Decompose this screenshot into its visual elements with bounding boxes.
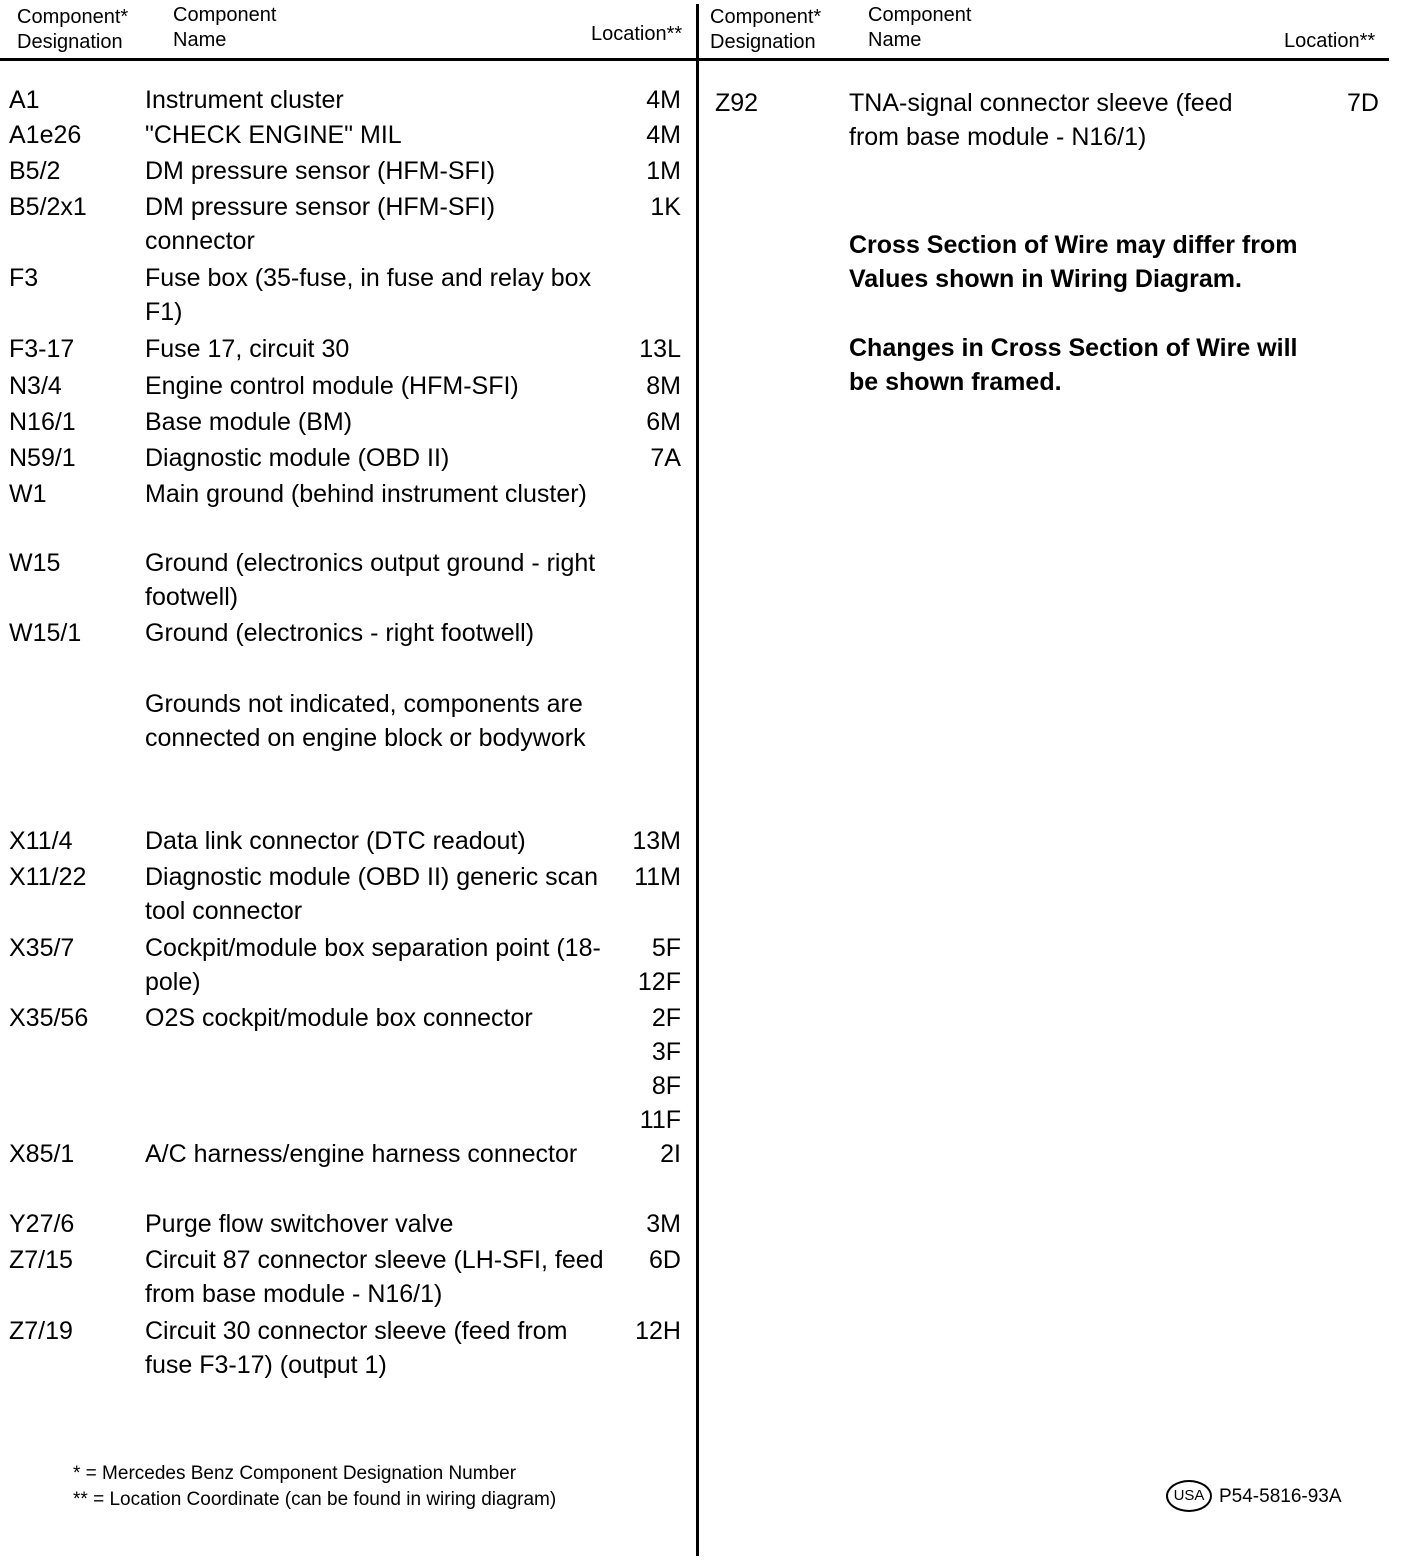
component-name: Fuse box (35-fuse, in fuse and relay box F1): [145, 264, 592, 326]
designation: X11/4: [9, 827, 73, 855]
document-code: P54-5816-93A: [1219, 1486, 1342, 1507]
location: 4M: [646, 121, 681, 149]
component-name: Fuse 17, circuit 30: [145, 335, 350, 363]
left-header-location: Location**: [591, 23, 683, 45]
location: 5F 12F: [637, 934, 681, 996]
designation: X85/1: [9, 1140, 75, 1168]
right-header-designation: Component* Designation: [710, 6, 822, 53]
component-name: "CHECK ENGINE" MIL: [145, 121, 402, 149]
component-name: Grounds not indicated, components are connected on engine block or bodywork: [145, 690, 586, 752]
designation: B5/2x1: [9, 193, 87, 221]
location: 2I: [660, 1140, 681, 1168]
location: 4M: [646, 86, 681, 114]
left-header-rule: [0, 58, 697, 61]
column-divider: [696, 4, 699, 1556]
component-name: Diagnostic module (OBD II) generic scan tool connector: [145, 863, 598, 925]
designation: A1: [9, 86, 40, 114]
designation: B5/2: [9, 157, 61, 185]
location: 12H: [635, 1317, 681, 1345]
left-header-designation: Component* Designation: [17, 6, 129, 53]
component-name: Circuit 30 connector sleeve (feed from fuse F3-17) (output 1): [145, 1317, 568, 1379]
location: 8M: [646, 372, 681, 400]
component-name: Ground (electronics - right footwell): [145, 619, 535, 647]
designation: N16/1: [9, 408, 76, 436]
location: 13M: [632, 827, 681, 855]
designation: X11/22: [9, 863, 87, 891]
designation: F3-17: [9, 335, 75, 363]
component-name: Data link connector (DTC readout): [145, 827, 526, 855]
right-header-location: Location**: [1284, 30, 1376, 52]
designation: X35/7: [9, 934, 75, 962]
component-name: Base module (BM): [145, 408, 353, 436]
designation: W15: [9, 549, 61, 577]
usa-badge: USA: [1166, 1480, 1212, 1512]
wire-cross-section-note: Cross Section of Wire may differ from Values shown in Wiring Diagram.: [849, 231, 1298, 293]
designation: Z7/19: [9, 1317, 73, 1345]
designation: Y27/6: [9, 1210, 75, 1238]
component-name: DM pressure sensor (HFM-SFI): [145, 157, 496, 185]
location: 1K: [650, 193, 681, 221]
designation: N3/4: [9, 372, 62, 400]
component-name: Circuit 87 connector sleeve (LH-SFI, feed from base module - N16/1): [145, 1246, 604, 1308]
left-header-name: Component Name: [173, 4, 277, 51]
component-name: Main ground (behind instrument cluster): [145, 480, 587, 508]
component-name: O2S cockpit/module box connector: [145, 1004, 533, 1032]
location: 7A: [650, 444, 681, 472]
right-header-rule: [697, 58, 1389, 61]
component-name: Cockpit/module box separation point (18-pole): [145, 934, 601, 996]
location: 1M: [646, 157, 681, 185]
location: 2F 3F 8F 11F: [639, 1004, 681, 1134]
component-name: TNA-signal connector sleeve (feed from base module - N16/1): [849, 89, 1233, 151]
location: 3M: [646, 1210, 681, 1238]
component-name: Purge flow switchover valve: [145, 1210, 454, 1238]
location: 11M: [634, 863, 681, 891]
component-name: Ground (electronics output ground - right footwell): [145, 549, 596, 611]
component-name: Diagnostic module (OBD II): [145, 444, 450, 472]
designation: W15/1: [9, 619, 82, 647]
location: 6D: [649, 1246, 681, 1274]
component-name: Instrument cluster: [145, 86, 344, 114]
right-header-name: Component Name: [868, 4, 972, 51]
footnote-double-star: ** = Location Coordinate (can be found in wiring diagram): [73, 1489, 557, 1510]
component-name: Engine control module (HFM-SFI): [145, 372, 519, 400]
designation: A1e26: [9, 121, 82, 149]
designation: Z7/15: [9, 1246, 73, 1274]
component-name: DM pressure sensor (HFM-SFI) connector: [145, 193, 496, 255]
component-name: A/C harness/engine harness connector: [145, 1140, 578, 1168]
location: 6M: [646, 408, 681, 436]
location: 13L: [639, 335, 681, 363]
footnote-single-star: * = Mercedes Benz Component Designation Number: [73, 1463, 517, 1484]
location: 7D: [1347, 89, 1379, 117]
designation: N59/1: [9, 444, 76, 472]
wire-changes-note: Changes in Cross Section of Wire will be shown framed.: [849, 334, 1298, 396]
designation: Z92: [715, 89, 759, 117]
designation: W1: [9, 480, 47, 508]
designation: X35/56: [9, 1004, 89, 1032]
designation: F3: [9, 264, 39, 292]
